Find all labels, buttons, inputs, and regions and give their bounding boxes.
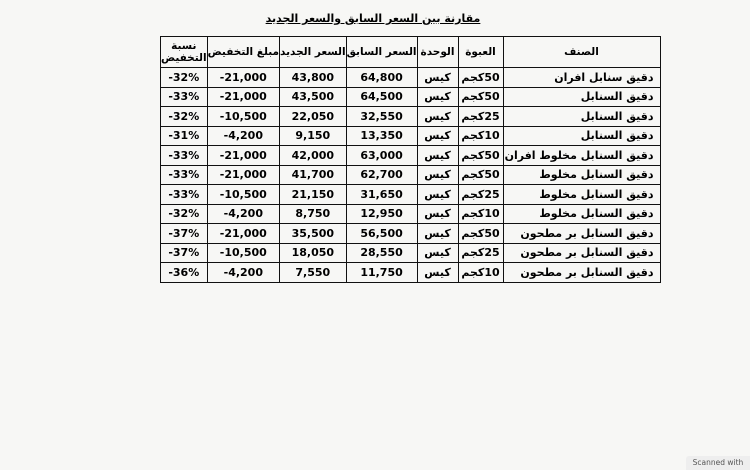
cell-discount-amount: -21,000 (207, 87, 279, 107)
cell-discount-amount: -21,000 (207, 146, 279, 166)
cell-unit: كيس (417, 185, 458, 205)
scan-badge: Scanned with (686, 456, 750, 470)
cell-discount-amount: -21,000 (207, 165, 279, 185)
table-body (161, 68, 661, 283)
table-row (161, 165, 661, 185)
price-comparison-table (160, 36, 661, 283)
cell-discount-amount: -4,200 (207, 204, 279, 224)
cell-pack: 50كجم (458, 68, 503, 88)
cell-product: دقيق السنابل بر مطحون (503, 263, 660, 283)
cell-discount-amount: -4,200 (207, 263, 279, 283)
table-row (161, 243, 661, 263)
cell-unit: كيس (417, 126, 458, 146)
cell-discount-percent: -32% (161, 107, 208, 127)
cell-unit: كيس (417, 165, 458, 185)
header-previous-price: السعر السابق (346, 37, 417, 68)
cell-previous-price: 13,350 (346, 126, 417, 146)
cell-new-price: 21,150 (280, 185, 347, 205)
cell-previous-price: 12,950 (346, 204, 417, 224)
cell-new-price: 42,000 (280, 146, 347, 166)
cell-product: دقيق السنابل (503, 87, 660, 107)
cell-new-price: 7,550 (280, 263, 347, 283)
cell-new-price: 18,050 (280, 243, 347, 263)
cell-new-price: 8,750 (280, 204, 347, 224)
cell-previous-price: 56,500 (346, 224, 417, 244)
cell-product: دقيق السنابل مخلوط (503, 204, 660, 224)
cell-previous-price: 64,800 (346, 68, 417, 88)
cell-discount-amount: -10,500 (207, 185, 279, 205)
header-discount-percent-line1: نسبة (171, 40, 197, 52)
cell-product: دقيق السنابل بر مطحون (503, 243, 660, 263)
table-row (161, 87, 661, 107)
cell-pack: 50كجم (458, 224, 503, 244)
header-product: الصنف (503, 37, 660, 68)
cell-discount-amount: -10,500 (207, 107, 279, 127)
cell-pack: 10كجم (458, 263, 503, 283)
cell-product: دقيق السنابل (503, 107, 660, 127)
cell-new-price: 43,500 (280, 87, 347, 107)
cell-discount-percent: -36% (161, 263, 208, 283)
cell-unit: كيس (417, 87, 458, 107)
cell-product: دقيق السنابل مخلوط افران (503, 146, 660, 166)
cell-pack: 10كجم (458, 126, 503, 146)
cell-discount-percent: -32% (161, 68, 208, 88)
cell-pack: 10كجم (458, 204, 503, 224)
cell-previous-price: 11,750 (346, 263, 417, 283)
cell-previous-price: 62,700 (346, 165, 417, 185)
cell-product: دقيق سنابل افران (503, 68, 660, 88)
cell-discount-amount: -4,200 (207, 126, 279, 146)
cell-discount-amount: -21,000 (207, 224, 279, 244)
table-row (161, 224, 661, 244)
cell-pack: 25كجم (458, 185, 503, 205)
cell-product: دقيق السنابل مخلوط (503, 185, 660, 205)
document-title: مقارنة بين السعر السابق والسعر الجديد (265, 12, 481, 25)
cell-pack: 25كجم (458, 107, 503, 127)
cell-pack: 25كجم (458, 243, 503, 263)
cell-unit: كيس (417, 107, 458, 127)
cell-unit: كيس (417, 68, 458, 88)
cell-new-price: 22,050 (280, 107, 347, 127)
table-row (161, 107, 661, 127)
cell-discount-amount: -21,000 (207, 68, 279, 88)
cell-discount-percent: -32% (161, 204, 208, 224)
header-discount-percent (161, 37, 208, 68)
cell-new-price: 41,700 (280, 165, 347, 185)
cell-discount-percent: -33% (161, 146, 208, 166)
cell-unit: كيس (417, 224, 458, 244)
cell-discount-amount: -10,500 (207, 243, 279, 263)
header-discount-amount: مبلغ التخفيض (207, 37, 279, 68)
cell-discount-percent: -31% (161, 126, 208, 146)
cell-previous-price: 32,550 (346, 107, 417, 127)
table-row (161, 185, 661, 205)
cell-discount-percent: -37% (161, 243, 208, 263)
header-discount-percent-line2: التخفيض (161, 52, 207, 64)
cell-previous-price: 64,500 (346, 87, 417, 107)
header-unit: الوحدة (417, 37, 458, 68)
cell-previous-price: 63,000 (346, 146, 417, 166)
cell-unit: كيس (417, 204, 458, 224)
cell-pack: 50كجم (458, 146, 503, 166)
cell-discount-percent: -33% (161, 87, 208, 107)
header-new-price: السعر الجديد (280, 37, 347, 68)
table-row (161, 204, 661, 224)
cell-previous-price: 28,550 (346, 243, 417, 263)
table-row (161, 263, 661, 283)
cell-unit: كيس (417, 243, 458, 263)
cell-new-price: 43,800 (280, 68, 347, 88)
table-row (161, 126, 661, 146)
table-header-row (161, 37, 661, 68)
table-row (161, 146, 661, 166)
cell-discount-percent: -33% (161, 165, 208, 185)
cell-product: دقيق السنابل مخلوط (503, 165, 660, 185)
header-pack: العبوة (458, 37, 503, 68)
cell-previous-price: 31,650 (346, 185, 417, 205)
cell-unit: كيس (417, 263, 458, 283)
cell-product: دقيق السنابل بر مطحون (503, 224, 660, 244)
cell-pack: 50كجم (458, 87, 503, 107)
cell-discount-percent: -33% (161, 185, 208, 205)
table-row (161, 68, 661, 88)
cell-pack: 50كجم (458, 165, 503, 185)
cell-new-price: 9,150 (280, 126, 347, 146)
cell-product: دقيق السنابل (503, 126, 660, 146)
cell-new-price: 35,500 (280, 224, 347, 244)
cell-discount-percent: -37% (161, 224, 208, 244)
cell-unit: كيس (417, 146, 458, 166)
